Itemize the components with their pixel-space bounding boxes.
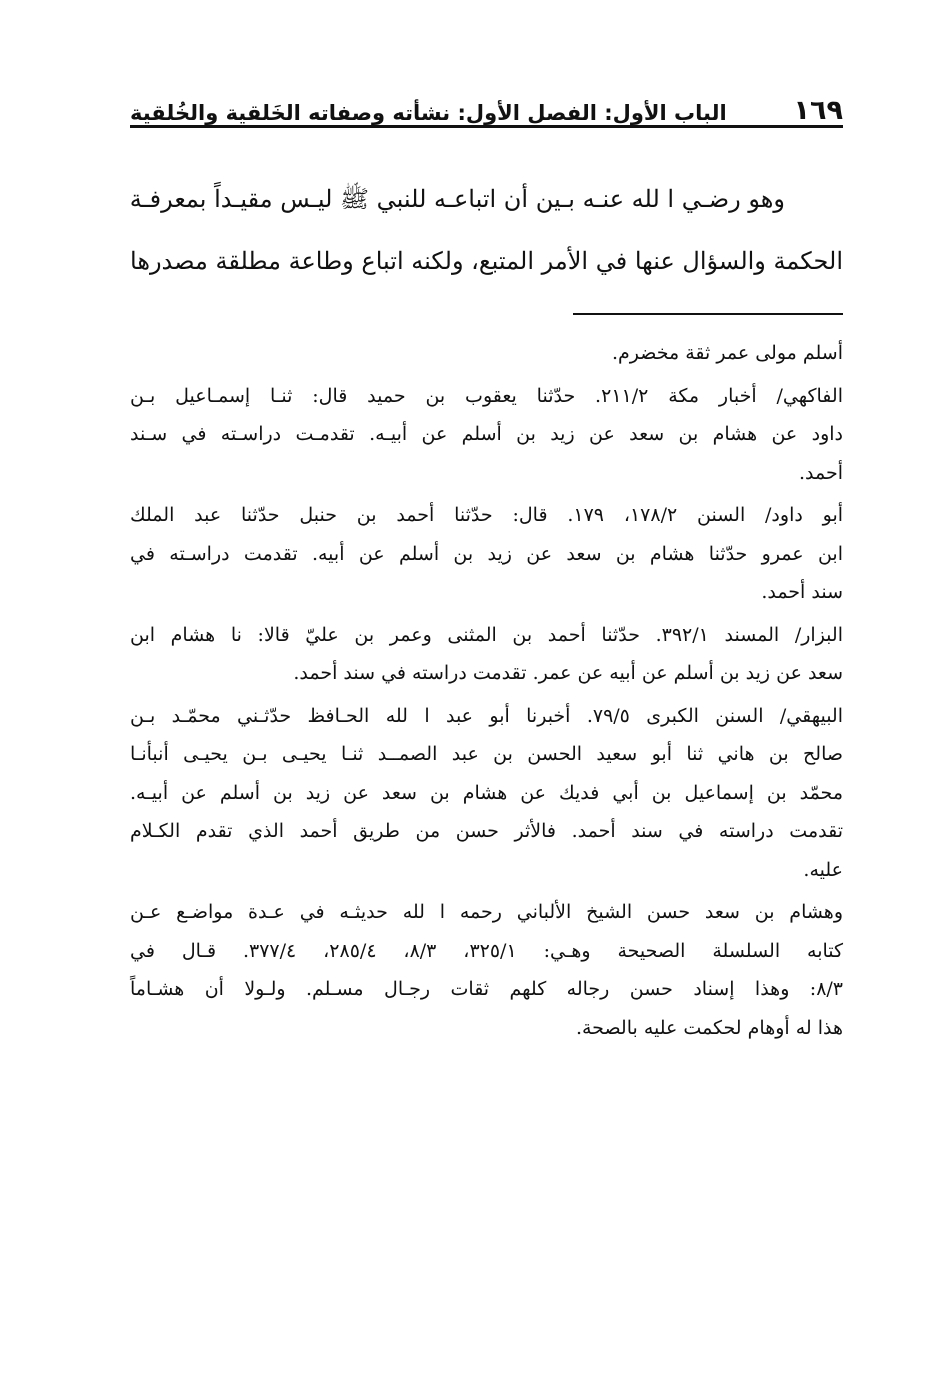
footnote-line: داود عن هشام بن سعد عن زيد بن أسلم عن أبيـه. تقدمـت دراسـته في سـند	[130, 423, 843, 445]
footnote-line: البيهقي/ السنن الكبرى ٧٩/٥. أخبرنا أبو عبد ا لله الحـافظ حدّثـني محمّـد بـن	[130, 704, 843, 727]
main-text	[130, 168, 843, 292]
chapter-title: الباب الأول: الفصل الأول: نشأته وصفاته الخَلقية والخُلقية	[130, 101, 727, 125]
footnote-line: سعد عن زيد بن أسلم عن أبيه عن عمر. تقدمت دراسته في سند أحمد.	[293, 662, 843, 684]
footnote-line: البزار/ المسند ٣٩٢/١. حدّثنا أحمد بن المثنى وعمر بن عليّ قالا: نا هشام ابن	[130, 623, 843, 646]
footnote-line: ابن عمرو حدّثنا هشام بن سعد عن زيد بن أسلم عن أبيه. تقدمت دراسـته في	[130, 542, 843, 565]
footnote-entry	[130, 893, 843, 1047]
footnote-entry	[130, 377, 843, 493]
page-number: ١٦٩	[793, 95, 843, 126]
footnote-line: محمّد بن إسماعيل بن أبي فديك عن هشام بن سعد عن زيد بن أسلم عن أبيـه.	[130, 781, 843, 804]
footnote-entry	[130, 496, 843, 612]
footnote-line: أبو داود/ السنن ١٧٨/٢، ١٧٩. قال: حدّثنا أحمد بن حنبل حدّثنا عبد الملك	[130, 504, 844, 526]
footnote-line: عليه.	[803, 858, 843, 881]
footnote-line: أسلم مولى عمر ثقة مخضرم.	[611, 342, 843, 364]
body-line: وهو رضـي ا لله عنـه بـين أن اتباعـه للنبي ﷺ ليـس مقيـداً بمعرفـة	[129, 185, 785, 213]
footnote-separator	[573, 313, 843, 315]
body-line: الحكمة والسؤال عنها في الأمر المتبع، ولكنه اتباع وطاعة مطلقة مصدرها	[130, 247, 843, 275]
footnotes	[130, 334, 843, 1051]
footnote-line: كتابه السلسلة الصحيحة وهـي: ٣٢٥/١، ٨/٣، ٢٨٥/٤، ٣٧٧/٤. قـال في	[130, 939, 844, 962]
footnote-line: الفاكهي/ أخبار مكة ٢١١/٢. حدّثنا يعقوب بن حميد قال: ثنـا إسمـاعيل بـن	[130, 384, 843, 407]
header-rule	[130, 125, 843, 128]
footnote-line: وهشام بن سعد حسن الشيخ الألباني رحمه ا لله حديثـه في عـدة مواضـع عـن	[130, 901, 843, 923]
footnote-line: أحمد.	[798, 461, 843, 484]
footnote-line: ٨/٣: وهذا إسناد حسن رجاله كلهم ثقات رجـال مسـلم. ولـولا أن هشـاماً	[130, 978, 843, 1000]
running-head	[130, 84, 843, 124]
footnote-line: تقدمت دراسته في سند أحمد. فالأثر حسن من طريق أحمد الذي تقدم الكـلام	[130, 820, 843, 842]
footnote-entry	[130, 334, 843, 373]
footnote-line: هذا له أوهام لحكمت عليه بالصحة.	[575, 1016, 843, 1039]
footnote-line: صالح بن هاني ثنا أبو سعيد الحسن بن عبد الصمــد ثنـا يحيـى بـن يحيـى أنبأنـا	[130, 743, 843, 765]
footnote-entry	[130, 616, 843, 693]
footnote-entry	[130, 697, 843, 890]
footnote-line: سند أحمد.	[761, 581, 843, 603]
